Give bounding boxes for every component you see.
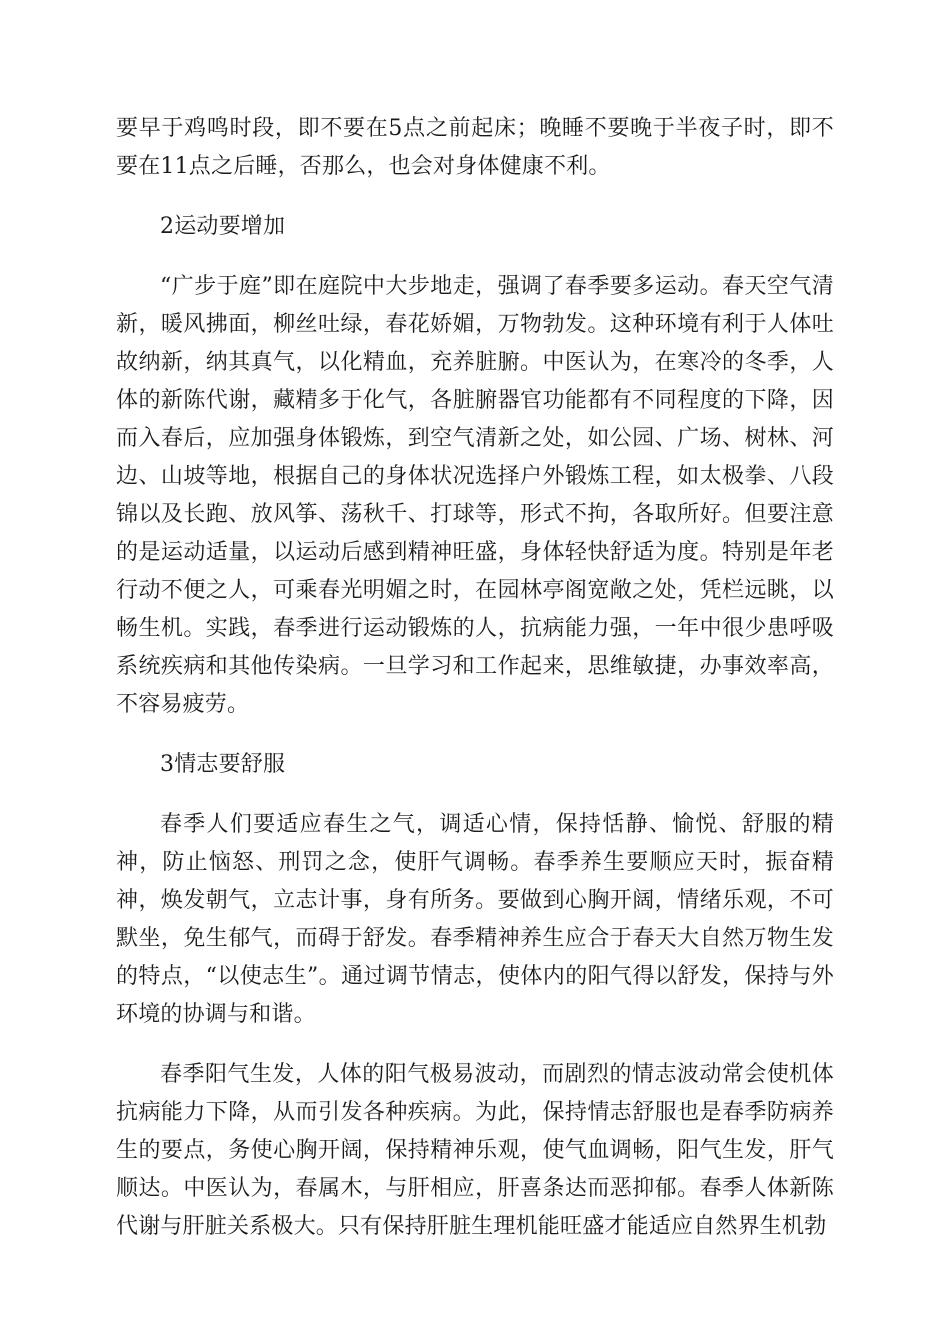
paragraph-exercise: “广步于庭”即在庭院中大步地走，强调了春季要多运动。春天空气清新，暖风拂面，柳丝吐绿，春花娇媚，万物勃发。这种环境有利于人体吐故纳新，纳其真气，以化精血，充养脏腑。中医认为，在寒冷的冬季，人体的新陈代谢，藏精多于化气，各脏腑器官功能都有不同程度的下降，因而入春后，应加强身体锻炼，到空气清新之处，如公园、广场、树林、河边、山坡等地，根据自己的身体状况选择户外锻炼工程，如太极拳、八段锦以及长跑、放风筝、荡秋千、打球等，形式不拘，各取所好。但要注意的是运动适量，以运动后感到精神旺盛，身体轻快舒适为度。特别是年老行动不便之人，可乘春光明媚之时，在园林亭阁宽敞之处，凭栏远眺，以畅生机。实践，春季进行运动锻炼的人，抗病能力强，一年中很少患呼吸系统疾病和其他传染病。一旦学习和工作起来，思维敏捷，办事效率高，不容易疲劳。 bbox=[116, 274, 834, 717]
section-heading-mood: 3情志要舒服 bbox=[160, 752, 286, 777]
document-body bbox=[116, 110, 834, 1268]
paragraph-mood-2: 春季阳气生发，人体的阳气极易波动，而剧烈的情志波动常会使机体抗病能力下降，从而引发各种疾病。为此，保持情志舒服也是春季防病养生的要点，务使心胸开阔，保持精神乐观，使气血调畅，阳气生发，肝气顺达。中医认为，春属木，与肝相应，肝喜条达而恶抑郁。春季人体新陈代谢与肝脏关系极大。只有保持肝脏生理机能旺盛才能适应自然界生机勃 bbox=[116, 1062, 834, 1239]
paragraph-intro: 要早于鸡鸣时段，即不要在5点之前起床；晚睡不要晚于半夜子时，即不要在11点之后睡，否那么，也会对身体健康不利。 bbox=[116, 116, 834, 179]
paragraph-mood-1: 春季人们要适应春生之气，调适心情，保持恬静、愉悦、舒服的精神，防止恼怒、刑罚之念，使肝气调畅。春季养生要顺应天时，振奋精神，焕发朝气，立志计事，身有所务。要做到心胸开阔，情绪乐观，不可默坐，免生郁气，而碍于舒发。春季精神养生应合于春天大自然万物生发的特点，“以使志生”。通过调节情志，使体内的阳气得以舒发，保持与外环境的协调与和谐。 bbox=[116, 812, 834, 1027]
section-heading-exercise: 2运动要增加 bbox=[160, 214, 286, 239]
